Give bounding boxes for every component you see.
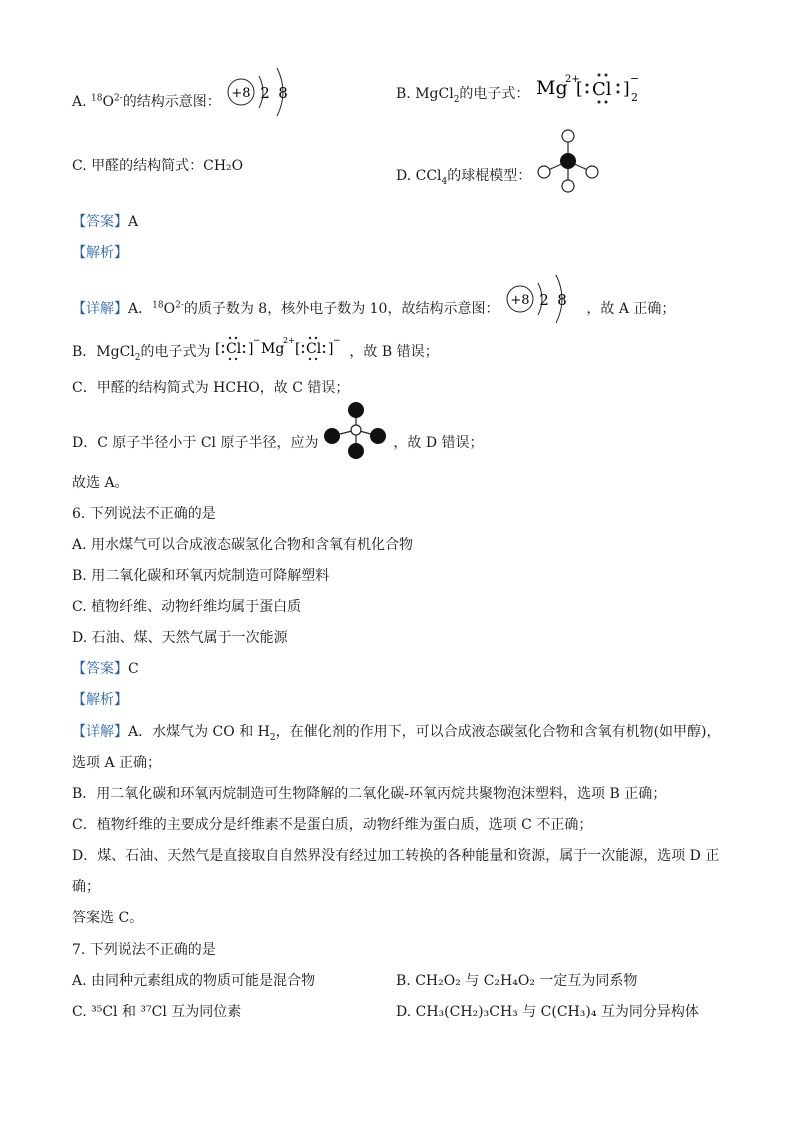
q6-detail-a-cont: 选项 A 正确；: [72, 755, 162, 771]
svg-text:Mg: Mg: [260, 341, 285, 357]
shell-1-count: 2: [260, 84, 270, 102]
q6-detail-d-cont: 确；: [72, 879, 100, 895]
q6-option-d: D. 石油、煤、天然气属于一次能源: [72, 630, 288, 646]
option-c: C. 甲醛的结构简式：CH₂O: [72, 158, 244, 174]
q6-detail-d: D．煤、石油、天然气是直接取自自然界没有经过加工转换的各种能量和资源，属于一次能源，选项 D 正: [72, 848, 720, 864]
option-b: B. MgCl$_2$的电子式： Mg 2+ [ Cl ] − 2: [396, 82, 644, 106]
option-d: D. CCl$_4$的球棍模型：: [396, 156, 600, 196]
q6-option-c: C. 植物纤维、动物纤维均属于蛋白质: [72, 599, 302, 615]
q5-detail-d: D．C 原子半径小于 Cl 原子半径，应为 ，故 D 错误；: [72, 424, 484, 462]
svg-text:−: −: [252, 336, 261, 346]
svg-text:−: −: [629, 72, 640, 85]
atom-structure-diagram: [225, 62, 303, 122]
svg-text:Cl: Cl: [305, 341, 322, 357]
q5-detail-b: B．MgCl$_2$的电子式为 [ Cl ] − Mg 2+ [ Cl ] − ，故 B 错误；: [72, 336, 439, 363]
q7-option-a: A. 由同种元素组成的物质可能是混合物: [72, 973, 316, 989]
svg-text:2+: 2+: [564, 74, 580, 85]
q6-detail-a: 【详解】A．水煤气为 CO 和 $H_2$，在催化剂的作用下，可以合成液态碳氢化合物和含氧有机物(如甲醇)，: [72, 724, 721, 743]
svg-text:Cl: Cl: [225, 341, 242, 357]
svg-text:8: 8: [557, 291, 567, 309]
svg-text:[: [: [575, 79, 583, 99]
mgcl2-electron-formula: [534, 70, 644, 106]
svg-text:+8: +8: [510, 293, 530, 308]
q5-analysis-heading: 【解析】: [72, 245, 128, 261]
q6-answer: 【答案】C: [72, 661, 139, 677]
q7-option-b: B. CH₂O₂ 与 C₂H₄O₂ 一定互为同系物: [396, 973, 638, 989]
svg-text:[: [: [294, 341, 301, 357]
shell-2-count: 8: [278, 84, 288, 102]
q6-analysis-heading: 【解析】: [72, 692, 128, 708]
mgcl2-correct-electron-formula: [215, 334, 345, 362]
ball-stick-model-wrong: [536, 126, 600, 196]
svg-text:]: ]: [622, 79, 630, 99]
q6-option-a: A. 用水煤气可以合成液态碳氢化合物和含氧有机化合物: [72, 537, 414, 553]
q5-answer: 【答案】A: [72, 214, 139, 230]
svg-text:−: −: [332, 336, 341, 346]
svg-text:Mg: Mg: [535, 77, 568, 99]
svg-text:[: [: [214, 341, 221, 357]
atom-structure-diagram: [504, 269, 582, 329]
svg-text:2+: 2+: [282, 336, 295, 345]
q6-detail-b: B．用二氧化碳和环氧丙烷制造可生物降解的二氧化碳-环氧丙烷共聚物泡沫塑料，选项 B 正确；: [72, 786, 667, 802]
option-a: A. $^{18}O^{2-}$的结构示意图： +8 2 8: [72, 82, 303, 122]
q5-detail-a: 【详解】A．$^{18}O^{2-}$的质子数为 8，核外电子数为 10，故结构示意图： +8 2 8 ，故 A 正确；: [72, 289, 675, 329]
ccl4-ball-stick-model: [323, 402, 389, 462]
q5-conclusion: 故选 A。: [72, 475, 129, 491]
svg-text:]: ]: [247, 341, 254, 357]
svg-text:2: 2: [539, 291, 549, 309]
q6-detail-c: C．植物纤维的主要成分是纤维素不是蛋白质，动物纤维为蛋白质，选项 C 不正确；: [72, 817, 593, 833]
nucleus-charge: +8: [231, 86, 251, 101]
q6-conclusion: 答案选 C。: [72, 910, 144, 926]
q6-stem: 6. 下列说法不正确的是: [72, 506, 216, 522]
q6-option-b: B. 用二氧化碳和环氧丙烷制造可降解塑料: [72, 568, 330, 584]
svg-text:]: ]: [327, 341, 334, 357]
svg-text:2: 2: [630, 91, 638, 104]
svg-text:Cl: Cl: [591, 79, 612, 100]
q7-stem: 7. 下列说法不正确的是: [72, 942, 216, 958]
q5-detail-c: C．甲醛的结构简式为 HCHO，故 C 错误；: [72, 380, 350, 396]
q7-option-d: D. CH₃(CH₂)₃CH₃ 与 C(CH₃)₄ 互为同分异构体: [396, 1004, 699, 1020]
q7-option-c: C. ³⁵Cl 和 ³⁷Cl 互为同位素: [72, 1004, 242, 1020]
